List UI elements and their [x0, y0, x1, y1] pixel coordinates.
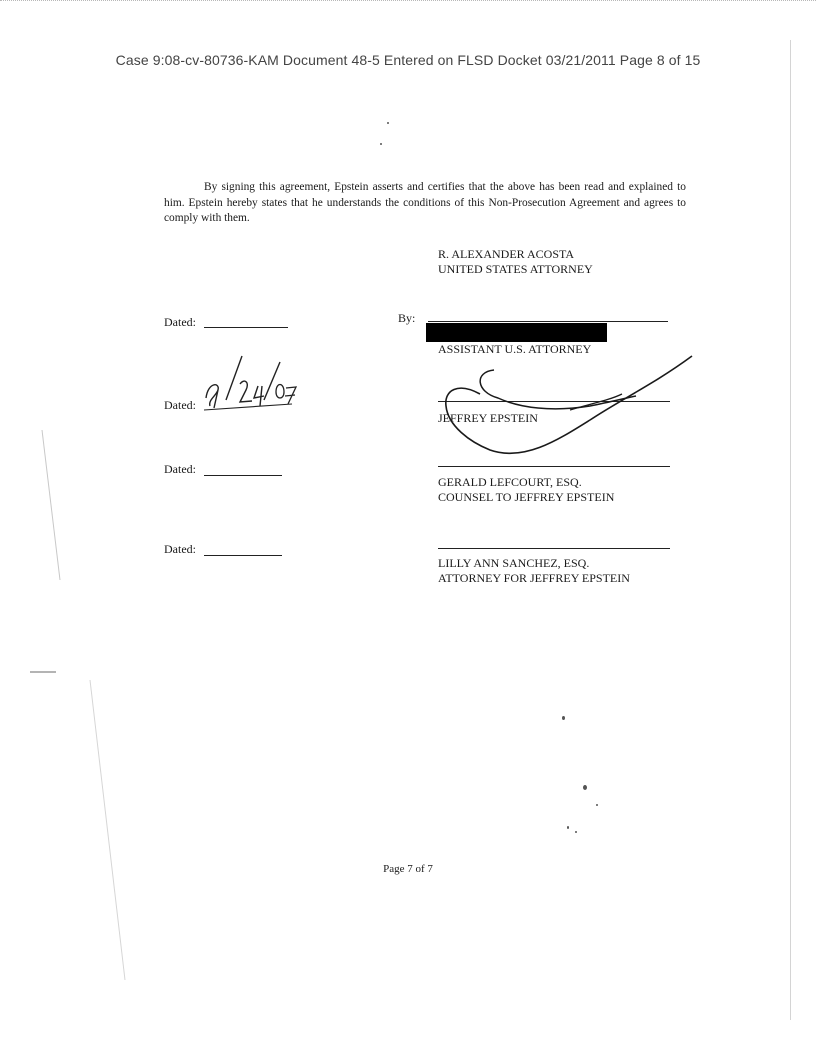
us-attorney-name: R. ALEXANDER ACOSTA [438, 247, 575, 261]
signature-line [438, 548, 670, 549]
dated-label: Dated: [164, 398, 196, 412]
scan-speck [596, 804, 598, 806]
by-label: By: [398, 311, 416, 325]
scan-margin-marks [30, 420, 140, 1020]
date-line [204, 327, 288, 328]
certification-paragraph [164, 180, 686, 227]
dated-label: Dated: [164, 462, 196, 476]
date-line [204, 475, 282, 476]
assistant-us-attorney-title: ASSISTANT U.S. ATTORNEY [438, 342, 592, 356]
dated-label: Dated: [164, 315, 196, 329]
signature-line [438, 466, 670, 467]
us-attorney-title: UNITED STATES ATTORNEY [438, 262, 593, 276]
scan-speck [380, 143, 382, 145]
scan-edge-top [0, 0, 816, 1]
scan-speck [583, 785, 587, 790]
redaction-bar [426, 323, 607, 342]
scan-speck [575, 831, 577, 833]
docket-header: Case 9:08-cv-80736-KAM Document 48-5 Entered on FLSD Docket 03/21/2011 Page 8 of 15 [115, 52, 701, 68]
date-line [204, 555, 282, 556]
epstein-signature [440, 342, 700, 466]
scan-speck [567, 826, 569, 829]
certification-text: By signing this agreement, Epstein asserts and certifies that the above has been read and explained to him. Epstein hereby states that he understands the conditions of this Non-Prosecution Agreement and agrees to comply with them. [164, 181, 686, 224]
lefcourt-role: COUNSEL TO JEFFREY EPSTEIN [438, 490, 615, 504]
epstein-name: JEFFREY EPSTEIN [438, 411, 538, 425]
dated-label: Dated: [164, 542, 196, 556]
handwritten-date [200, 352, 300, 414]
scan-speck [387, 122, 389, 124]
lefcourt-name: GERALD LEFCOURT, ESQ. [438, 475, 582, 489]
page-footer: Page 7 of 7 [383, 863, 433, 875]
sanchez-name: LILLY ANN SANCHEZ, ESQ. [438, 556, 590, 570]
sanchez-role: ATTORNEY FOR JEFFREY EPSTEIN [438, 571, 630, 585]
signature-line [428, 321, 668, 322]
scan-speck [562, 716, 565, 720]
